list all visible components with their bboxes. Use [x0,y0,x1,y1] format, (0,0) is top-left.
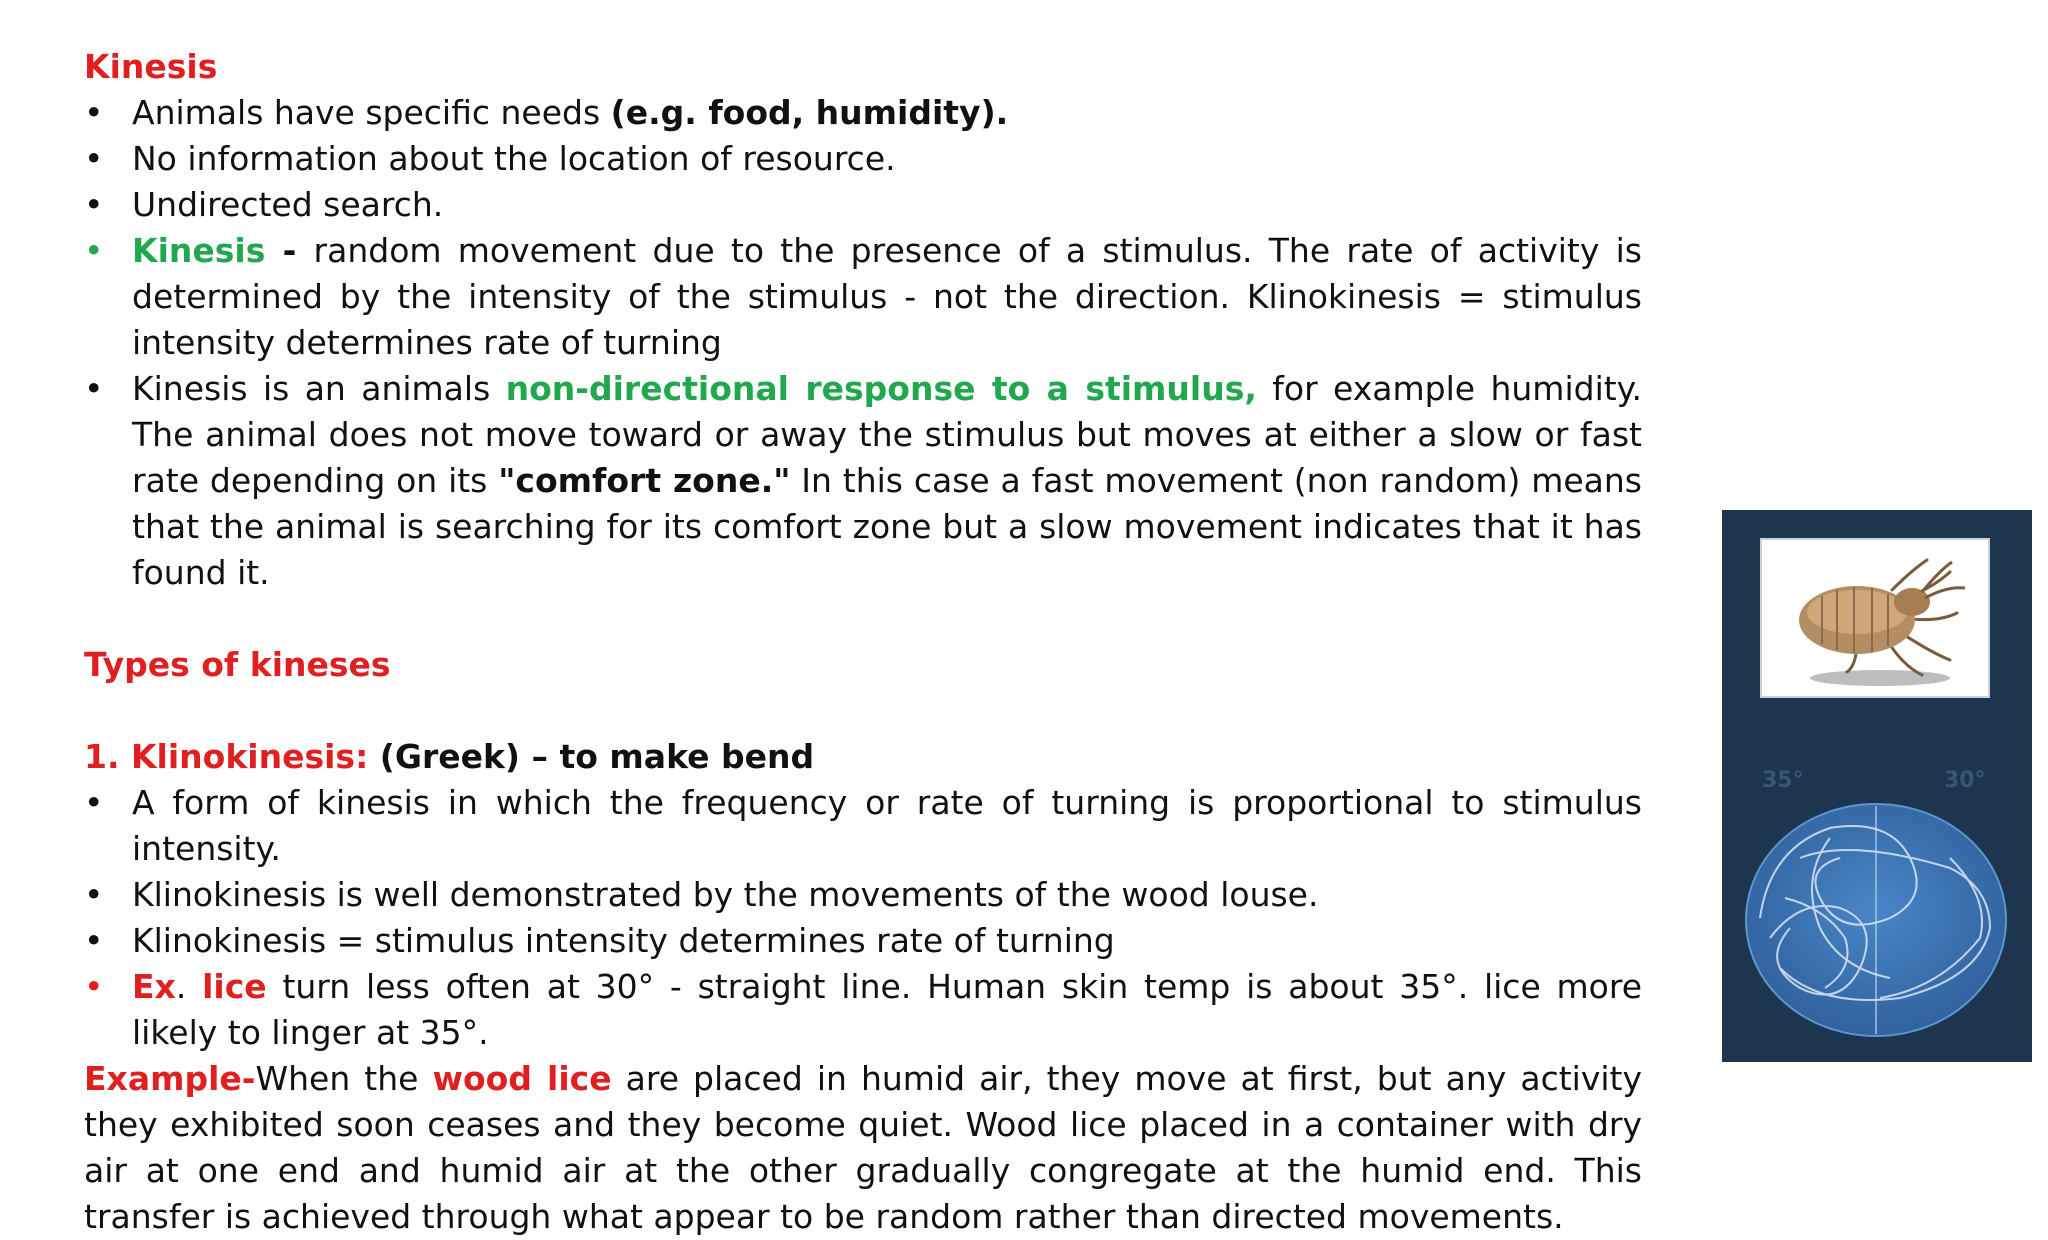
ex-dot: . [175,967,203,1006]
example-paragraph [84,1056,1642,1240]
bullet-no-info [84,136,1642,182]
bullet-text: Animals have specific needs [132,93,611,132]
klino-bullet [84,872,1642,918]
types-heading: Types of kineses [84,645,391,684]
nondir-highlight: non-directional response to a stimulus, [505,369,1257,408]
bullet-text: A form of kinesis in which the frequency or rate of turning is proportional to stimulus intensity. [132,783,1642,868]
bullet-dot: • [84,139,104,178]
bullet-bold: (e.g. food, humidity). [610,93,1009,132]
bullet-dot: • [84,185,104,224]
klinokinesis-label: 1. Klinokinesis: [84,737,369,776]
wood-lice-highlight: wood lice [432,1059,612,1098]
woodlouse-figure [1722,510,2032,1062]
bullet-undirected [84,182,1642,228]
nondir-pre: Kinesis is an animals [132,369,506,408]
bullet-dot: • [84,231,104,270]
intro-bullet-list [84,90,1642,596]
klinokinesis-heading [84,734,1642,780]
klino-bullet [84,780,1642,872]
example-label: Example- [84,1059,256,1098]
bullet-dot: • [84,783,104,822]
bullet-dot: • [84,875,104,914]
example-text: are placed in humid air, they move at first, but any activity they exhibited soon ceases and they become quiet. Wood lice placed in a container with dry air at one end and humid air at the other gradually congregate at the humid end. This transfer is achieved through what appear to be random rather than directed movements. [84,1059,1642,1236]
petri-dish-track [1740,798,2012,1042]
slide-content [84,44,1642,1240]
ex-lice: lice [202,967,267,1006]
klino-bullet [84,918,1642,964]
klinokinesis-bullet-list [84,780,1642,1056]
bullet-non-directional [84,366,1642,596]
spacer [84,688,1642,734]
bullet-text: Klinokinesis = stimulus intensity determines rate of turning [132,921,1115,960]
bullet-needs [84,90,1642,136]
spacer [84,596,1642,642]
bullet-dot: • [84,369,104,408]
woodlouse-icon [1762,540,1988,696]
ex-bullet [84,964,1642,1056]
woodlouse-image [1760,538,1990,698]
ex-text: turn less often at 30° - straight line. Human skin temp is about 35°. lice more likely to linger at 35°. [132,967,1642,1052]
bullet-dot: • [84,967,104,1006]
bullet-kinesis-definition [84,228,1642,366]
temp-label-30: 30° [1944,768,1986,793]
example-pre: When the [255,1059,433,1098]
bullet-dot: • [84,921,104,960]
bullet-dot: • [84,93,104,132]
klinokinesis-rest: (Greek) – to make bend [368,737,815,776]
section-title: Kinesis [84,47,218,86]
term-kinesis: Kinesis [132,231,266,270]
bullet-text: Undirected search. [132,185,444,224]
bullet-text: No information about the location of resource. [132,139,896,178]
term-dash: - [265,231,314,270]
comfort-zone-bold: "comfort zone." [498,461,791,500]
nondir-mid: for example humidity. The animal does not move toward or away the stimulus but moves at either a slow or fast rate depending on its [132,369,1642,500]
definition-text: random movement due to the presence of a stimulus. The rate of activity is determined by the intensity of the stimulus - not the direction. Klinokinesis = stimulus intensity determines rate of turning [132,231,1642,362]
bullet-text: Klinokinesis is well demonstrated by the movements of the wood louse. [132,875,1319,914]
ex-label: Ex [132,967,176,1006]
temp-label-35: 35° [1762,768,1804,793]
nondir-post: In this case a fast movement (non random) means that the animal is searching for its comfort zone but a slow movement indicates that it has found it. [132,461,1642,592]
